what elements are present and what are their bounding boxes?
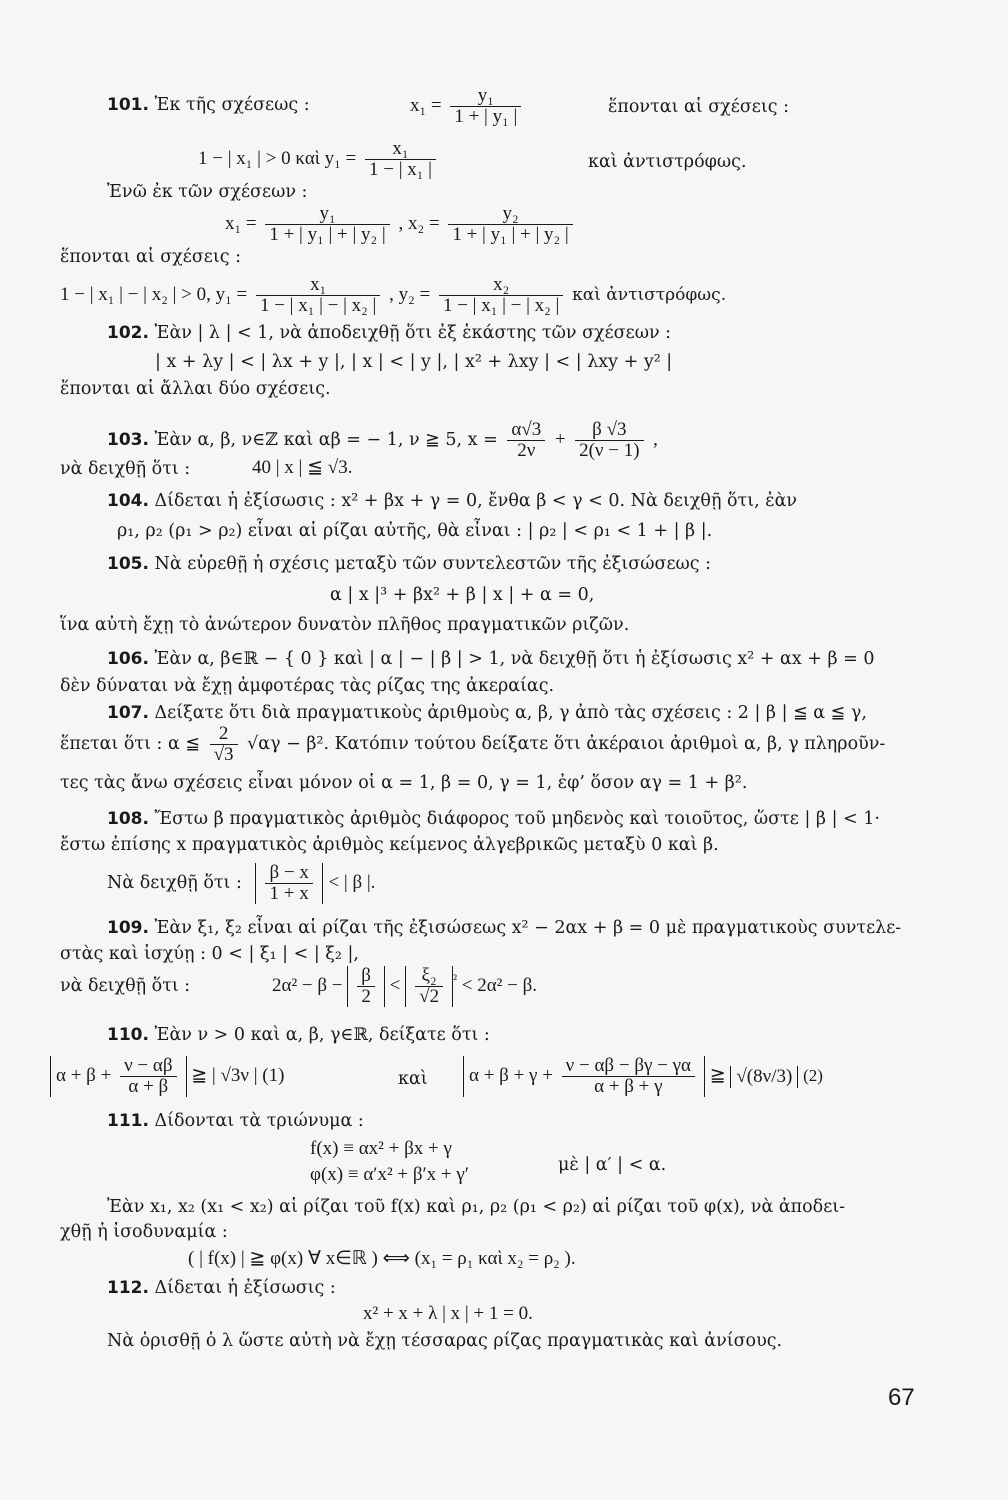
- math: 40 | x | ≦ √3.: [252, 457, 353, 478]
- math: ,: [653, 429, 658, 450]
- text: Νὰ ὁρισθῇ ὁ λ ὥστε αὐτὴ νὰ ἔχῃ τέσσαρας ρίζας πραγματικὰς καὶ ἀνίσους.: [107, 1331, 783, 1351]
- text: ἔστω ἐπίσης x πραγματικὸς ἀριθμὸς κείμενος ἀλγεβρικῶς μεταξὺ 0 καὶ β.: [60, 835, 719, 855]
- math: ≧ | √3ν | (1): [191, 1064, 285, 1086]
- text: ἕπεται ὅτι : α ≦: [60, 734, 201, 754]
- absolute-value: [50, 1056, 187, 1097]
- text: Δίδεται ἡ ἐξίσωσις :: [154, 1278, 336, 1298]
- text: καὶ ἀντιστρόφως.: [588, 152, 747, 172]
- text: καὶ: [398, 1069, 428, 1089]
- problem-number: 105.: [107, 554, 149, 574]
- absolute-value: [405, 966, 453, 1007]
- text: Ἔστω β πραγματικὸς ἀριθμὸς διάφορος τοῦ μηδενὸς καὶ τοιοῦτος, ὥστε | β | < 1·: [154, 809, 880, 829]
- text: Ἐὰν ν > 0 καὶ α, β, γ∈ℝ, δείξατε ὅτι :: [154, 1025, 490, 1045]
- math: √(8ν/3): [736, 1065, 793, 1087]
- fraction: $\frac{\beta - x}{1 + x}$: [265, 863, 312, 904]
- text: Δίδεται ἡ ἐξίσωσις : x² + βx + γ = 0, ἔνθα β < γ < 0. Νὰ δειχθῇ ὅτι, ἐὰν: [154, 491, 798, 511]
- problem-number: 112.: [107, 1278, 149, 1298]
- text: στὰς καὶ ἰσχύῃ : 0 < | ξ₁ | < | ξ₂ |,: [60, 944, 359, 964]
- absolute-value: [255, 863, 322, 904]
- text: τες τὰς ἄνω σχέσεις εἶναι μόνον οἱ α = 1, β = 0, γ = 1, ἐφ’ ὅσον αγ = 1 + β².: [60, 773, 748, 793]
- text: ἕπονται αἱ σχέσεις :: [60, 247, 241, 267]
- problem-number: 106.: [107, 649, 149, 669]
- problem-number: 102.: [107, 323, 149, 343]
- fraction: $\frac{\text{ξ₂}}{√2}$: [415, 966, 443, 1007]
- problem-number: 101.: [107, 95, 149, 115]
- math: x₁ =: [410, 94, 442, 116]
- math: , x₂ =: [398, 212, 440, 234]
- math: α + β + γ +: [469, 1064, 553, 1086]
- fraction: $\frac{\nu - \alpha\beta}{\alpha + \beta}$: [120, 1056, 176, 1097]
- math: 2α² − β −: [272, 974, 343, 996]
- text: Δίδονται τὰ τριώνυμα :: [154, 1111, 364, 1131]
- fraction: $\frac{\nu - \alpha\beta - \beta\gamma - \gamma\alpha}{\alpha + \beta + \gamma}$: [562, 1056, 695, 1097]
- fraction: $\frac{\beta √3}{2(\nu - 1)}$: [575, 420, 643, 461]
- math: α + β +: [56, 1064, 112, 1086]
- math: f(x) ≡ αx² + βx + γ: [310, 1138, 452, 1159]
- math: <: [389, 974, 401, 996]
- problem-number: 108.: [107, 809, 149, 829]
- math: ( | f(x) | ≧ φ(x) ∀ x∈ℝ ) ⟺ (x₁ = ρ₁ καὶ x₂ = ρ₂ ).: [188, 1248, 576, 1269]
- text: Νὰ δειχθῇ ὅτι :: [107, 873, 242, 893]
- text: Ἐὰν ξ₁, ξ₂ εἶναι αἱ ρίζαι τῆς ἐξισώσεως x² − 2αx + β = 0 μὲ πραγματικοὺς συντελε-: [154, 918, 902, 938]
- text: ρ₁, ρ₂ (ρ₁ > ρ₂) εἶναι αἱ ρίζαι αὐτῆς, θὰ εἶναι : | ρ₂ | < ρ₁ < 1 + | β |.: [117, 521, 713, 541]
- problem-number: 103.: [107, 430, 149, 450]
- fraction: $\frac{\text{y₁}}{\text{1 + | y₁ | + | y₂ |}}$: [265, 204, 389, 245]
- text: Δείξατε ὅτι διὰ πραγματικοὺς ἀριθμοὺς α, β, γ ἀπὸ τὰς σχέσεις : 2 | β | ≦ α ≦ γ,: [154, 703, 867, 723]
- fraction: $\frac{2}{√3}$: [210, 724, 238, 765]
- math: < | β |.: [328, 872, 376, 893]
- fraction: $\frac{\text{y₁}}{\text{1 + | y₁ |}}$: [450, 86, 521, 127]
- math: < 2α² − β.: [461, 974, 537, 996]
- page-number: 67: [888, 1384, 915, 1411]
- text: νὰ δειχθῇ ὅτι :: [60, 459, 191, 479]
- text: Ἐὰν α, β∈ℝ − { 0 } καὶ | α | − | β | > 1, νὰ δειχθῇ ὅτι ἡ ἐξίσωσις x² + αx + β = 0: [154, 649, 875, 669]
- text: καὶ ἀντιστρόφως.: [572, 284, 727, 305]
- math: 1 − | x₁ | − | x₂ | > 0, y₁ =: [60, 283, 248, 305]
- text: Νὰ εὑρεθῇ ἡ σχέσις μεταξὺ τῶν συντελεστῶν τῆς ἐξισώσεως :: [154, 554, 712, 574]
- fraction: $\frac{\alpha√3}{2\nu}$: [507, 420, 545, 461]
- math: ≧: [709, 1064, 726, 1086]
- text: ἕπονται αἱ ἄλλαι δύο σχέσεις.: [60, 379, 331, 399]
- math: , y₂ =: [389, 283, 431, 305]
- exponent: ²: [453, 971, 457, 987]
- text: δὲν δύναται νὰ ἔχῃ ἀμφοτέρας τὰς ρίζας της ἀκεραίας.: [60, 676, 555, 696]
- fraction: $\frac{\beta}{2}$: [357, 966, 375, 1007]
- problem-number: 111.: [107, 1111, 149, 1131]
- text: Ἐὰν | λ | < 1, νὰ ἀποδειχθῇ ὅτι ἐξ ἑκάστης τῶν σχέσεων :: [154, 323, 672, 343]
- text: √αγ − β². Κατόπιν τούτου δείξατε ὅτι ἀκέραιοι ἀριθμοὶ α, β, γ πληροῦν-: [247, 734, 886, 754]
- fraction: $\frac{\text{x₁}}{\text{1 − | x₁ | − | x₂ |}}$: [256, 275, 380, 316]
- text: ἵνα αὐτὴ ἔχῃ τὸ ἀνώτερον δυνατὸν πλῆθος πραγματικῶν ριζῶν.: [60, 615, 630, 635]
- problem-number: 109.: [107, 918, 149, 938]
- absolute-value: [463, 1056, 705, 1097]
- text: μὲ | α′ | < α.: [558, 1155, 667, 1175]
- problem-number: 104.: [107, 491, 149, 511]
- text: Ἐὰν α, β, ν∈ℤ καὶ αβ = − 1, ν ≧ 5, x =: [154, 430, 498, 450]
- math: +: [554, 429, 566, 450]
- math: φ(x) ≡ α′x² + β′x + γ′: [310, 1164, 469, 1185]
- text: νὰ δειχθῇ ὅτι :: [60, 976, 191, 996]
- text: Ἐὰν x₁, x₂ (x₁ < x₂) αἱ ρίζαι τοῦ f(x) καὶ ρ₁, ρ₂ (ρ₁ < ρ₂) αἱ ρίζαι τοῦ φ(x), νὰ ἀποδει-: [107, 1197, 846, 1217]
- math: 1 − | x₁ | > 0 καὶ y₁ =: [198, 147, 357, 169]
- text: χθῇ ἡ ἰσοδυναμία :: [60, 1222, 228, 1242]
- equation-number: (2): [803, 1065, 823, 1085]
- math: x² + x + λ | x | + 1 = 0.: [363, 1303, 533, 1324]
- text: Ἐκ τῆς σχέσεως :: [154, 95, 310, 115]
- fraction: $\frac{\text{x₂}}{\text{1 − | x₁ | − | x₂ |}}$: [439, 275, 563, 316]
- fraction: $\frac{\text{x₁}}{\text{1 − | x₁ |}}$: [365, 139, 436, 180]
- math: | x + λy | < | λx + y |, | x | < | y |, | x² + λxy | < | λxy + y² |: [155, 352, 673, 372]
- text: Ἐνῶ ἐκ τῶν σχέσεων :: [107, 182, 308, 202]
- math: α | x |³ + βx² + β | x | + α = 0,: [330, 585, 595, 605]
- text: ἕπονται αἱ σχέσεις :: [608, 97, 789, 117]
- absolute-value: [730, 1066, 798, 1088]
- problem-number: 110.: [107, 1025, 149, 1045]
- problem-number: 107.: [107, 703, 149, 723]
- math: x₁ =: [225, 212, 257, 234]
- absolute-value: [347, 966, 385, 1007]
- fraction: $\frac{\text{y₂}}{\text{1 + | y₁ | + | y₂ |}}$: [448, 204, 572, 245]
